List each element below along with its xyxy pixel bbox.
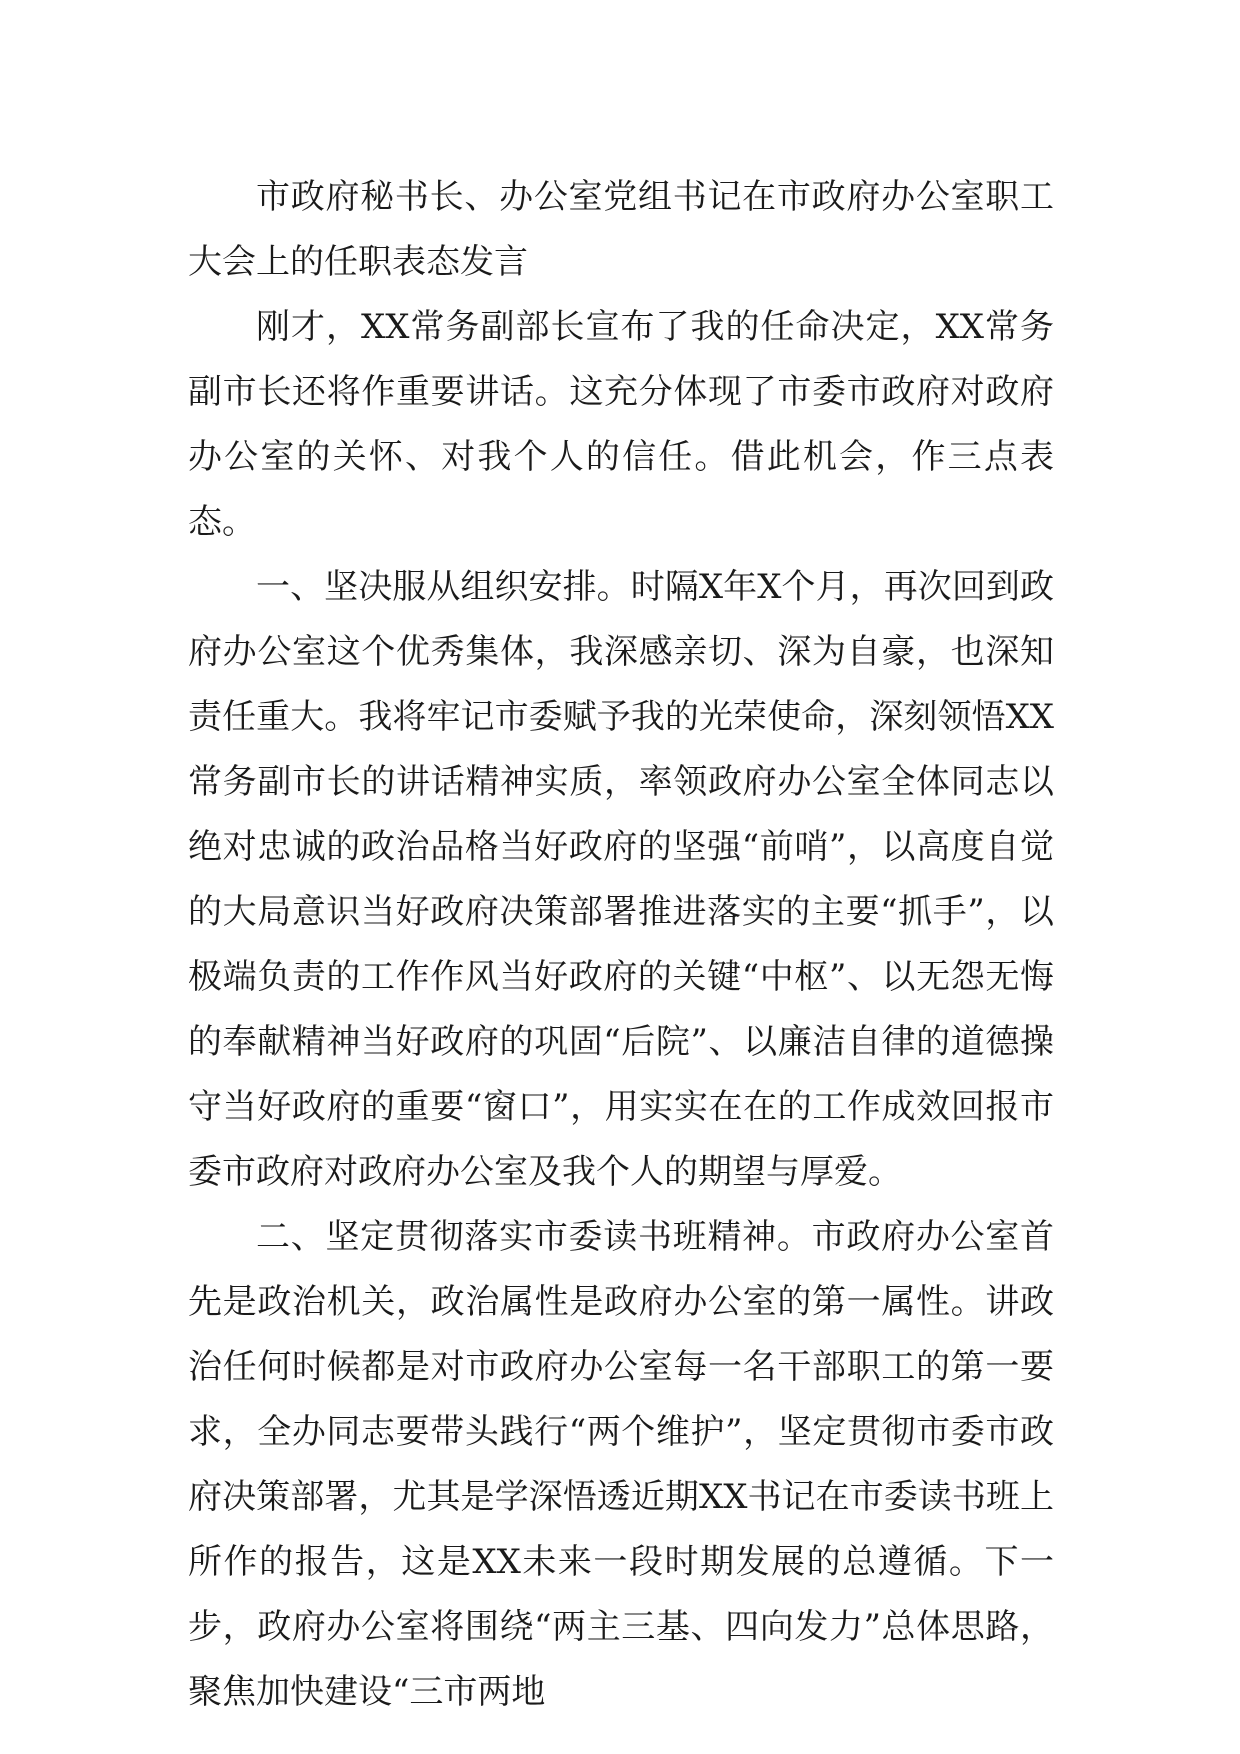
document-title: 市政府秘书长、办公室党组书记在市政府办公室职工大会上的任职表态发言 — [188, 177, 1054, 282]
paragraph-point-two: 二、坚定贯彻落实市委读书班精神。市政府办公室首先是政治机关，政治属性是政府办公室的第一属性。讲政治任何时候都是对市政府办公室每一名干部职工的第一要求，全办同志要带头践行“两个维护”，坚定贯彻市委市政府决策部署，尤其是学深悟透近期XX书记在市委读书班上所作的报告，这是XX未来一段时期发展的总遵循。下一步，政府办公室将围绕“两主三基、四向发力”总体思路，聚焦加快建设“三市两地 — [188, 1217, 1054, 1712]
document-body — [188, 165, 1054, 1725]
paragraph-opening: 刚才，XX常务副部长宣布了我的任命决定，XX常务副市长还将作重要讲话。这充分体现了市委市政府对政府办公室的关怀、对我个人的信任。借此机会，作三点表态。 — [188, 307, 1054, 542]
paragraph-point-one: 一、坚决服从组织安排。时隔X年X个月，再次回到政府办公室这个优秀集体，我深感亲切、深为自豪，也深知责任重大。我将牢记市委赋予我的光荣使命，深刻领悟XX常务副市长的讲话精神实质，率领政府办公室全体同志以绝对忠诚的政治品格当好政府的坚强“前哨”，以高度自觉的大局意识当好政府决策部署推进落实的主要“抓手”，以极端负责的工作作风当好政府的关键“中枢”、以无怨无悔的奉献精神当好政府的巩固“后院”、以廉洁自律的道德操守当好政府的重要“窗口”，用实实在在的工作成效回报市委市政府对政府办公室及我个人的期望与厚爱。 — [188, 567, 1054, 1192]
